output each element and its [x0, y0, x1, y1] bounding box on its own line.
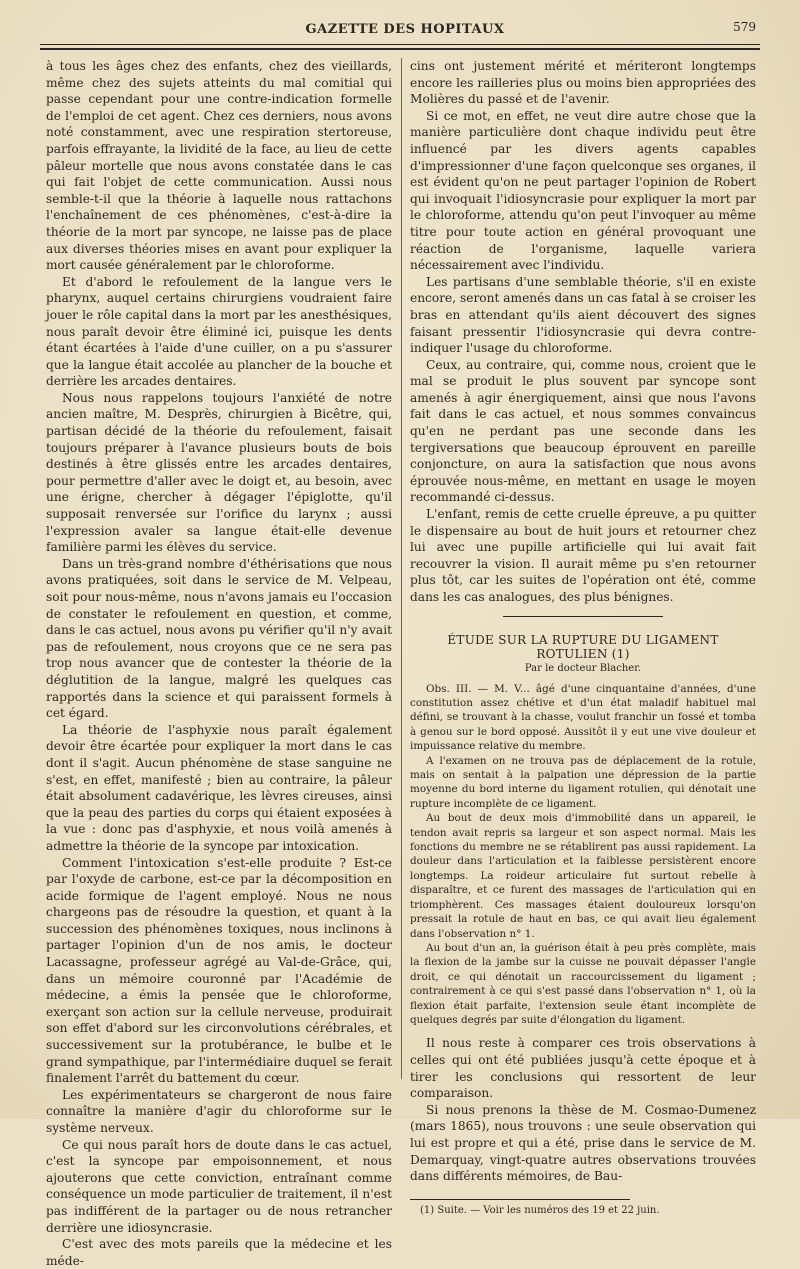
observation-paragraph: Au bout d'un an, la guérison était à peu près complète, mais la flexion de la jambe sur la cuisse ne pouvait dépasser l'angle droit, ce qui dénotait un raccourcissement du ligament ; contrairement à ce qui s'est passé dans l'observation n° 1, où la flexion était parfaite, l'extension seule étant incomplète de quelques degrés par suite d'élongation du ligament. — [410, 941, 756, 1026]
paragraph: La théorie de l'asphyxie nous paraît également devoir être écartée pour expliquer la mort dans le cas dont il s'agit. Aucun phénomène de stase sanguine ne s'est, en effet, manifesté ; bien au contraire, la pâleur était absolument cadavérique, les lèvres cireuses, ainsi que la peau des parties du corps qui étaient exposées à la vue : donc pas d'asphyxie, et nous voilà amenés à admettre la théorie de la syncope par intoxication. — [46, 722, 392, 853]
author-byline: Par le docteur Blacher. — [524, 662, 642, 674]
header-rule — [40, 44, 760, 45]
paragraph: Les expérimentateurs se chargeront de nous faire connaître la manière d'agir du chloroforme sur le système nerveux. — [46, 1087, 392, 1135]
paragraph: C'est avec des mots pareils que la médecine et les méde- — [46, 1237, 392, 1268]
paragraph: Et d'abord le refoulement de la langue vers le pharynx, auquel certains chirurgiens voudraient faire jouer le rôle capital dans la mort par les anesthésiques, nous paraît devoir être éliminé ici, puisque les dents étant écartées à l'aide d'une cuiller, on a pu s'assurer que la langue était accolée au plancher de la bouche et derrière les arcades dentaires. — [46, 274, 392, 389]
paragraph: L'enfant, remis de cette cruelle épreuve, a pu quitter le dispensaire au bout de huit jours et retourner chez lui avec une pupille artificielle qui lui avait fait recouvrer la vision. Il aurait même pu s'en retourner plus tôt, car les suites de l'opération ont été, comme dans les cas analogues, des plus bénignes. — [410, 507, 756, 604]
footnote-rule — [410, 1199, 630, 1200]
observation-paragraph: Au bout de deux mois d'immobilité dans un appareil, le tendon avait repris sa largeur et son aspect normal. Mais les fonctions du membre ne se rétablirent pas aussi rapidement. La douleur dans l'articulation et la faiblesse persistèrent encore longtemps. La roideur articulaire fut surtout rebelle à disparaître, et ce furent des massages de l'articulation qui en triomphèrent. Ces massages étaient douloureux lorsqu'on pressait la rotule de haut en bas, ce qui avait lieu également dans l'observation n° 1. — [410, 812, 756, 940]
paragraph: Comment l'intoxication s'est-elle produite ? Est-ce par l'oxyde de carbone, est-ce par la décomposition en acide formique de l'agent employé. Nous ne nous chargeons pas de résoudre la question, et quant à la succession des phénomènes toxiques, nous inclinons à partager l'opinion d'un de nos amis, le docteur Lacassagne, professeur agrégé au Val-de-Grâce, qui, dans un mémoire couronné par l'Académie de médecine, a émis la pensée que le chloroforme, exerçant son action sur la cellule nerveuse, produirait son effet d'abord sur les circonvolutions cérébrales, et successivement sur la protubérance, le bulbe et le grand sympathique, par l'intermédiaire duquel se ferait finalement l'arrêt du battement du cœur. — [46, 855, 392, 1086]
observation-paragraph: A l'examen on ne trouva pas de déplacement de la rotule, mais on sentait à la palpation une dépression de la partie moyenne du bord interne du ligament rotulien, qui dénotait une rupture incomplète de ce ligament. — [410, 754, 756, 810]
observation-block — [410, 682, 756, 1028]
column-divider — [401, 58, 402, 1079]
paragraph: Ce qui nous paraît hors de doute dans le cas actuel, c'est la syncope par empoisonnement, et nous ajouterons que cette conviction, entraînant comme conséquence un mode particulier de traitement, il n'est pas indifférent de la partager ou de nous retrancher derrière une idiosyncrasie. — [46, 1137, 392, 1235]
page-number: 579 — [733, 20, 756, 34]
section-separator — [503, 616, 663, 623]
paragraph: Si ce mot, en effet, ne veut dire autre chose que la manière particulière dont chaque individu peut être influencé par les divers agents capables d'impressionner d'une façon quelconque ses organes, il est évident qu'on ne peut partager l'opinion de Robert qui invoquait l'idiosyncrasie pour expliquer la mort par le chloroforme, attendu qu'on peut l'invoquer au même titre pour toute action en général provoquant une réaction de l'organisme, laquelle variera nécessairement avec l'individu. — [410, 108, 756, 273]
header-rule-thick — [40, 48, 760, 50]
newspaper-title: GAZETTE DES HOPITAUX — [305, 22, 505, 37]
paragraph: Dans un très-grand nombre d'éthérisations que nous avons pratiquées, soit dans le service de M. Velpeau, soit pour nous-même, nous n'avons jamais eu l'occasion de constater le refoulement en question, et comme, dans le cas actuel, nous avons pu vérifier qu'il n'y avait pas de refoulement, nous croyons que ce ne sera pas trop nous avancer que de contester la théorie de la déglutition de la langue, malgré les quelques cas rapportés dans la science et qui paraissent formels à cet égard. — [46, 556, 392, 721]
paragraph: Nous nous rappelons toujours l'anxiété de notre ancien maître, M. Desprès, chirurgien à Bicêtre, qui, partisan décidé de la théorie du refoulement, faisait toujours préparer à l'avance plusieurs bouts de bois destinés à être glissés entre les arcades dentaires, pour permettre d'aller avec le doigt et, au besoin, avec une érigne, chercher à dégager l'épiglotte, qu'il supposait renversée sur l'orifice du larynx ; aussi l'expression avaler sa langue était-elle devenue familière parmi les élèves du service. — [46, 390, 392, 555]
paragraph: Il nous reste à comparer ces trois observations à celles qui ont été publiées jusqu'à cette époque et à tirer les conclusions qui ressortent de leur comparaison. — [410, 1036, 756, 1101]
footnote: (1) Suite. — Voir les numéros des 19 et 22 juin. — [420, 1204, 660, 1216]
paragraph: Les partisans d'une semblable théorie, s'il en existe encore, seront amenés dans un cas fatal à se croiser les bras en attendant qu'ils aient découvert des signes faisant pressentir l'idiosyncrasie qui devra contre-indiquer l'usage du chloroforme. — [410, 274, 756, 356]
observation-paragraph: Obs. III. — M. V... âgé d'une cinquantaine d'années, d'une constitution assez chétive et d'un état maladif habituel mal défini, se trouvant à la chasse, voulut franchir un fossé et tomba à genou sur le bord opposé. Aussitôt il y eut une vive douleur et impuissance relative du membre. — [410, 682, 756, 753]
left-column — [46, 58, 392, 1268]
paragraph: Ceux, au contraire, qui, comme nous, croient que le mal se produit le plus souvent par syncope sont amenés à agir énergiquement, ainsi que nous l'avons fait dans le cas actuel, et nous sommes convaincus qu'en ne perdant pas une seconde dans les tergiversations que beaucoup éprouvent en pareille conjoncture, on aura la satisfaction que nous avons éprouvée nous-même, en mettant en usage le moyen recommandé ci-dessus. — [410, 357, 756, 505]
paragraph: cins ont justement mérité et mériteront longtemps encore les railleries plus ou moins bien appropriées des Molières du passé et de l'avenir. — [410, 59, 756, 107]
paragraph: Si nous prenons la thèse de M. Cosmao-Dumenez (mars 1865), nous trouvons : une seule observation qui lui est propre et qui a été, prise dans le service de M. Demarquay, vingt-quatre autres observations trouvées dans différents mémoires, de Bau- — [410, 1102, 756, 1184]
right-column — [410, 58, 756, 1216]
section-title: ÉTUDE SUR LA RUPTURE DU LIGAMENT ROTULIEN (1) — [447, 632, 719, 661]
paragraph: à tous les âges chez des enfants, chez des vieillards, même chez des sujets atteints du mal comitial qui passe cependant pour une contre-indication formelle de l'emploi de cet agent. Chez ces derniers, nous avons noté constamment, avec une respiration stertoreuse, parfois effrayante, la lividité de la face, au lieu de cette pâleur mortelle que nous avons constatée dans le cas qui fait l'objet de cette communication. Aussi nous semble-t-il que la théorie à laquelle nous rattachons l'enchaînement de ces phénomènes, c'est-à-dire la théorie de la mort par syncope, ne laisse pas de place aux diverses théories mises en avant pour expliquer la mort causée généralement par le chloroforme. — [46, 59, 392, 273]
page-header — [40, 20, 770, 42]
